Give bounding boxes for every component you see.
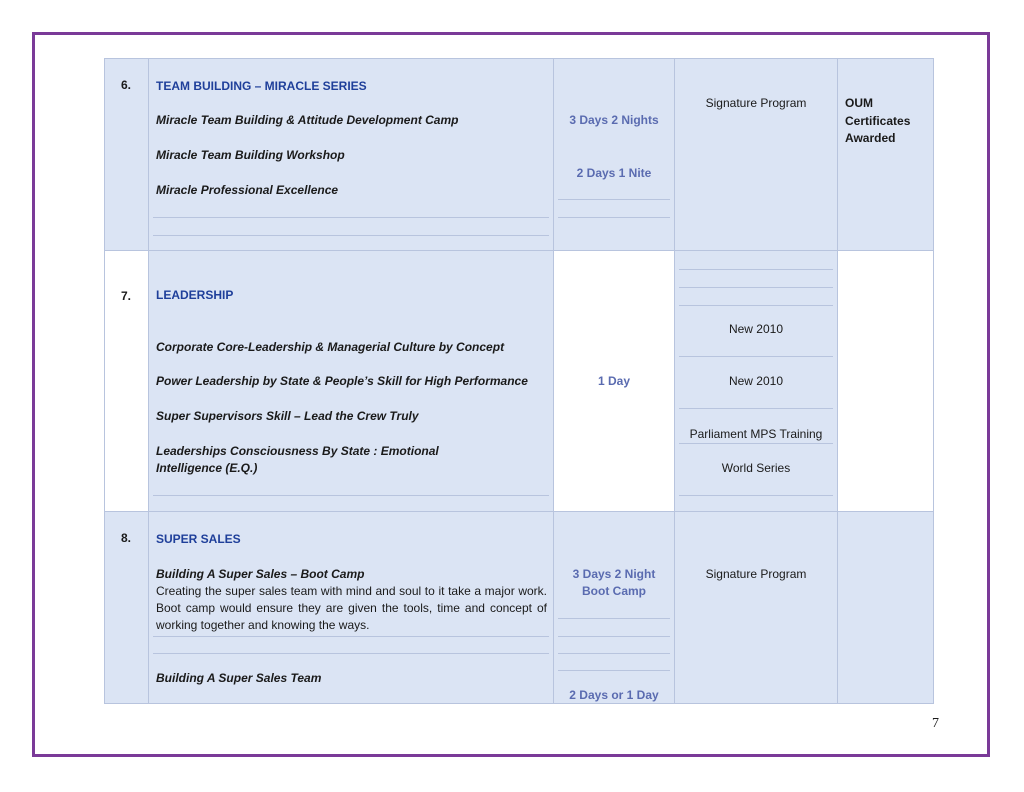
section-title: TEAM BUILDING – MIRACLE SERIES: [156, 79, 367, 93]
remark-cell: [838, 59, 934, 251]
course-item: Leaderships Consciousness By State : Emotional Intelligence (E.Q.): [156, 444, 439, 475]
course-cell: [149, 251, 554, 512]
course-item: Corporate Core-Leadership & Managerial Culture by Concept: [156, 340, 505, 354]
divider: [679, 305, 833, 306]
program-label: New 2010: [728, 374, 784, 388]
course-item: Miracle Team Building Workshop: [156, 148, 345, 162]
program-label: World Series: [721, 461, 791, 475]
programs-table: [104, 58, 934, 704]
row-number: 7.: [105, 251, 149, 512]
program-label: Signature Program: [705, 96, 807, 110]
section-title: SUPER SALES: [156, 532, 241, 546]
program-cell: [675, 251, 838, 512]
duration-cell: [554, 59, 675, 251]
divider: [679, 356, 833, 357]
duration: 3 Days 2 Nights: [569, 113, 659, 127]
course-item: Power Leadership by State & People’s Skill for High Performance: [156, 374, 528, 388]
divider: [679, 443, 833, 444]
remark-cell: [838, 512, 934, 704]
divider: [153, 217, 549, 218]
program-cell: [675, 59, 838, 251]
duration: 2 Days or 1 Day: [569, 688, 659, 702]
row-number: 8.: [105, 512, 149, 704]
program-cell: [675, 512, 838, 704]
divider: [558, 653, 670, 654]
table-row: [105, 512, 934, 704]
divider: [558, 670, 670, 671]
divider: [679, 495, 833, 496]
divider: [153, 235, 549, 236]
course-cell: [149, 512, 554, 704]
table-row: [105, 59, 934, 251]
table-row: [105, 251, 934, 512]
remark: OUM Certificates Awarded: [845, 96, 911, 145]
program-label: Signature Program: [705, 567, 807, 581]
course-cell: [149, 59, 554, 251]
course-item: Building A Super Sales – Boot Camp: [156, 567, 365, 581]
divider: [679, 287, 833, 288]
divider: [153, 495, 549, 496]
divider: [153, 653, 549, 654]
divider: [558, 199, 670, 200]
divider: [558, 217, 670, 218]
duration-cell: [554, 512, 675, 704]
divider: [679, 408, 833, 409]
remark-cell: [838, 251, 934, 512]
course-item: Miracle Professional Excellence: [156, 183, 339, 197]
duration: 1 Day: [597, 374, 631, 388]
duration: 3 Days 2 Night Boot Camp: [572, 567, 656, 598]
duration: 2 Days 1 Nite: [576, 166, 652, 180]
program-label: New 2010: [728, 322, 784, 336]
course-description: Creating the super sales team with mind and soul to it take a major work. Boot camp would ensure they are given the tools, time and concept of working together and knowing the ways.: [156, 584, 547, 632]
page-number: 7: [932, 716, 939, 731]
divider: [679, 269, 833, 270]
duration-cell: [554, 251, 675, 512]
course-item: Miracle Team Building & Attitude Development Camp: [156, 113, 459, 127]
divider: [153, 636, 549, 637]
course-item: Building A Super Sales Team: [156, 671, 322, 685]
divider: [558, 636, 670, 637]
divider: [558, 618, 670, 619]
program-label: Parliament MPS Training: [689, 427, 823, 441]
course-item: Super Supervisors Skill – Lead the Crew Truly: [156, 409, 419, 423]
row-number: 6.: [105, 59, 149, 251]
section-title: LEADERSHIP: [156, 288, 234, 302]
